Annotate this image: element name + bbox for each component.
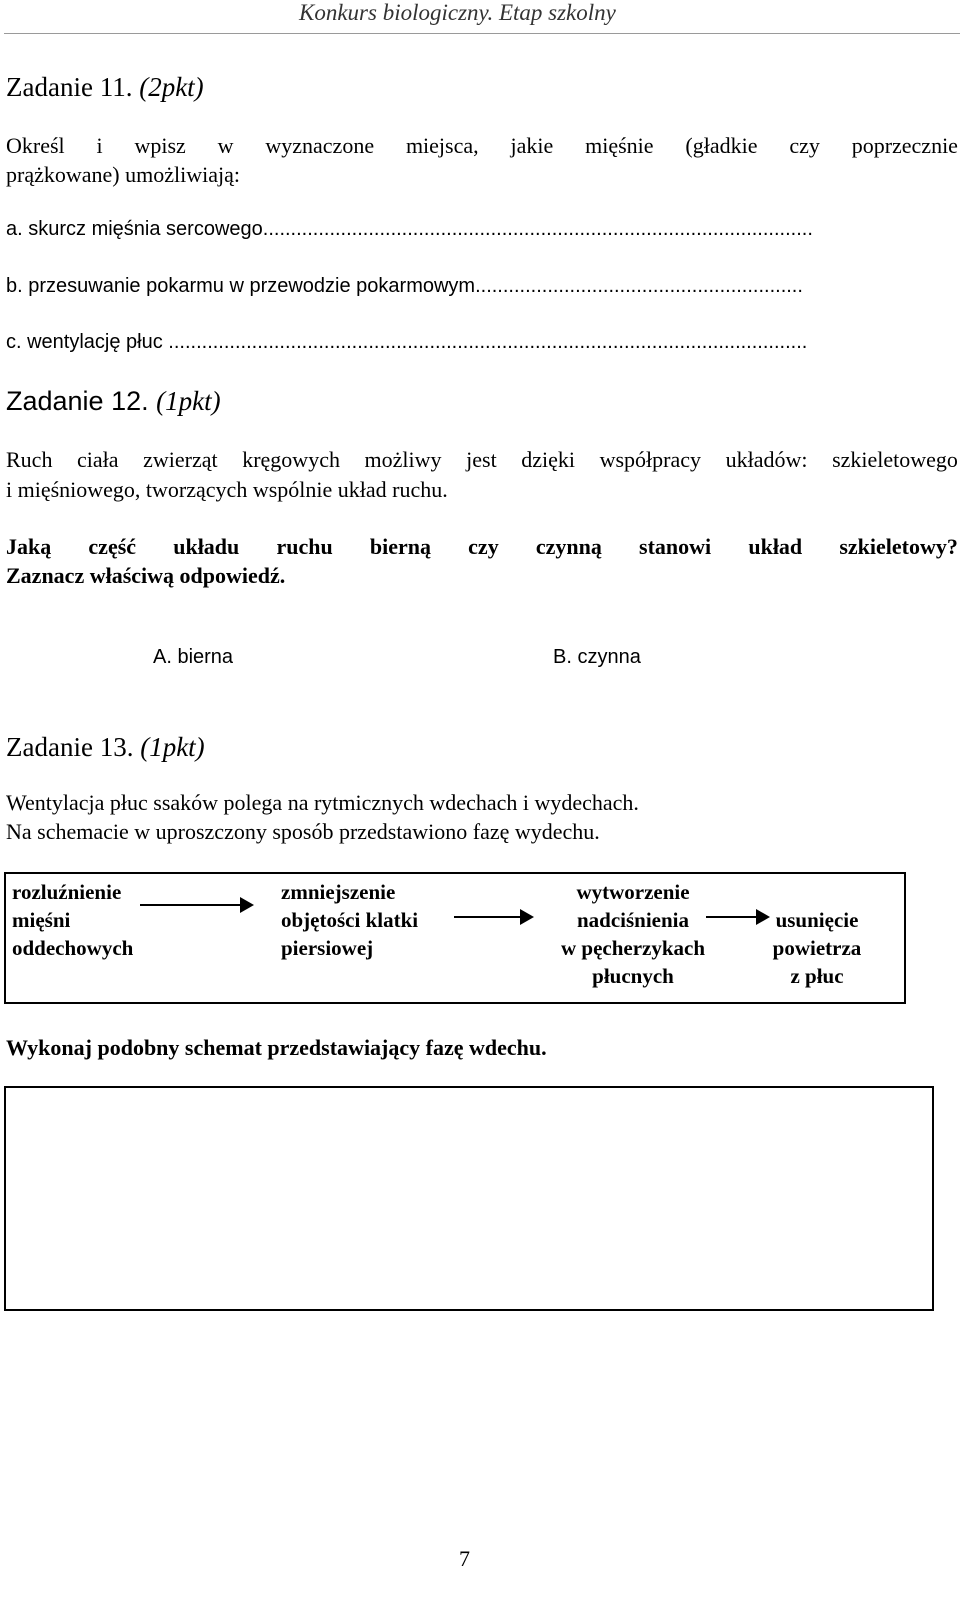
arrow-icon [140,904,252,906]
word: bierną [369,534,431,559]
arrow-icon [454,916,532,918]
word: czynną [535,534,602,559]
scheme-text: wytworzenie [576,880,690,904]
scheme-text: powietrza [772,936,862,960]
word: wpisz [134,133,186,158]
word: czy [789,133,820,158]
scheme-step-2 [281,878,418,962]
task-11-item-b: b. przesuwanie pokarmu w przewodzie pokarmowym........................................................... [6,275,803,297]
word: poprzecznie [851,133,958,158]
word: dzięki [521,447,576,472]
word: zwierząt [143,447,218,472]
scheme-text: płucnych [592,964,674,988]
word: miejsca, [405,133,479,158]
word: stanowi [639,534,712,559]
word: wyznaczone [265,133,375,158]
task-12-question-line-2: Zaznacz właściwą odpowiedź. [6,563,286,588]
task-12-text-line-1 [6,447,958,473]
scheme-step-1 [12,878,133,962]
scheme-text: zmniejszenie [281,880,396,904]
exhalation-scheme [4,872,906,1004]
answer-box[interactable] [4,1086,934,1311]
task-12-question-line-1 [6,534,958,560]
task-12-points: (1pkt) [156,386,221,416]
header-rule [4,33,960,34]
answer-option-b[interactable]: B. czynna [553,646,641,668]
page-number: 7 [459,1546,470,1571]
word: szkieletowego [832,447,958,472]
word: jest [466,447,497,472]
scheme-step-3 [547,878,719,990]
word: część [88,534,137,559]
task-11-number: Zadanie 11. [6,72,133,102]
scheme-step-4 [762,906,872,990]
scheme-text: oddechowych [12,936,134,960]
task-11-item-c: c. wentylację płuc ................................................................................................................... [6,331,808,353]
scheme-text: rozluźnienie [12,880,122,904]
scheme-text: w pęcherzykach [560,936,706,960]
task-11-item-a: a. skurcz mięśnia sercowego................................................................................................... [6,218,813,240]
scheme-text: nadciśnienia [576,908,690,932]
task-13-points: (1pkt) [140,732,205,762]
task-13-text-line-1: Wentylacja płuc ssaków polega na rytmicznych wdechach i wydechach. [6,790,639,815]
scheme-text: usunięcie [775,908,859,932]
word: Ruch [6,447,53,472]
task-13-text-line-2: Na schemacie w uproszczony sposób przedstawiono fazę wydechu. [6,819,600,844]
task-12-title [6,386,221,417]
word: szkieletowy? [839,534,958,559]
word: i [96,133,103,158]
task-12-number: Zadanie 12. [6,386,149,416]
word: układów: [725,447,808,472]
word: Określ [6,133,65,158]
page-header: Konkurs biologiczny. Etap szkolny [299,0,616,25]
scheme-text: z płuc [790,964,844,988]
word: mięśnie [585,133,654,158]
word: układu [173,534,240,559]
task-11-instruction-line-2: prążkowane) umożliwiają: [6,162,240,187]
word: czy [468,534,499,559]
word: układ [748,534,803,559]
word: (gładkie [685,133,758,158]
word: ruchu [276,534,333,559]
word: Jaką [6,534,52,559]
task-13-instruction: Wykonaj podobny schemat przedstawiający fazę wdechu. [6,1035,547,1060]
task-13-title [6,732,205,763]
word: kręgowych [242,447,340,472]
scheme-text: mięśni [12,908,71,932]
answer-option-a[interactable]: A. bierna [153,646,234,668]
word: w [217,133,234,158]
word: ciała [77,447,119,472]
task-11-title [6,72,204,103]
task-13-number: Zadanie 13. [6,732,134,762]
word: współpracy [599,447,702,472]
scheme-text: piersiowej [281,936,374,960]
word: jakie [510,133,554,158]
arrow-icon [706,916,768,918]
task-12-text-line-2: i mięśniowego, tworzących wspólnie układ ruchu. [6,477,448,502]
word: możliwy [364,447,442,472]
task-11-instruction-line-1 [6,133,958,159]
task-11-points: (2pkt) [139,72,204,102]
scheme-text: objętości klatki [281,908,419,932]
